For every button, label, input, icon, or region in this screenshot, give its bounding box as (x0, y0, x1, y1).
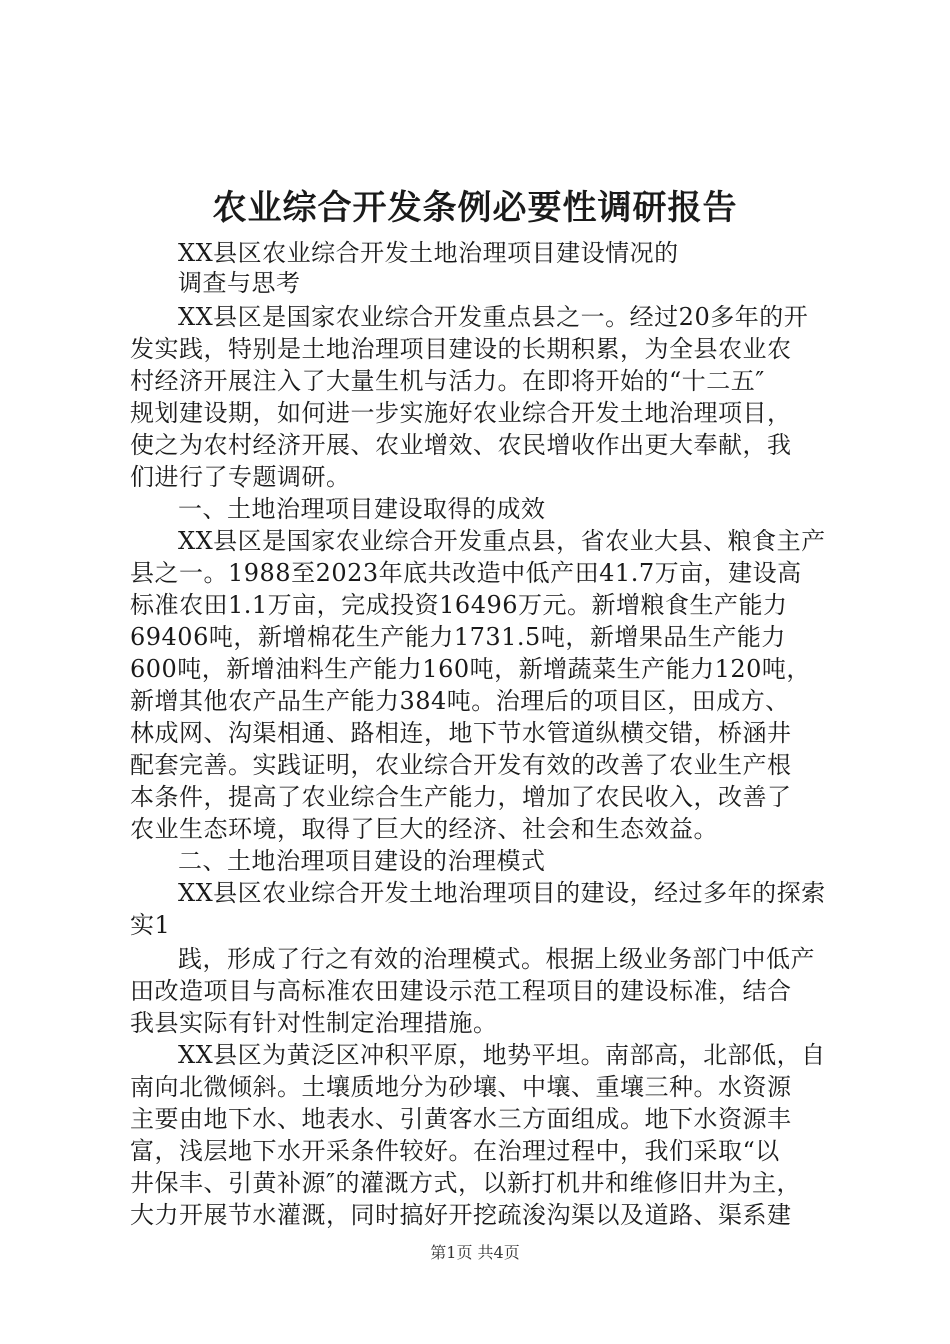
paragraph-line: 本条件，提高了农业综合生产能力，增加了农民收入，改善了 (130, 783, 792, 811)
page-number: 第1页 共4页 (430, 1243, 520, 1262)
subtitle-line: 调查与思考 (178, 269, 301, 297)
paragraph-line: 们进行了专题调研。 (130, 463, 351, 491)
paragraph-line: 大力开展节水灌溉，同时搞好开挖疏浚沟渠以及道路、渠系建 (130, 1201, 792, 1229)
paragraph-line: 600吨，新增油料生产能力160吨，新增蔬菜生产能力120吨， (130, 655, 811, 683)
paragraph-line: 配套完善。实践证明，农业综合开发有效的改善了农业生产根 (130, 751, 792, 779)
paragraph-line: 我县实际有针对性制定治理措施。 (130, 1009, 498, 1037)
section-heading: 二、土地治理项目建设的治理模式 (178, 847, 546, 875)
paragraph-line: 农业生态环境，取得了巨大的经济、社会和生态效益。 (130, 815, 718, 843)
paragraph-line: 南向北微倾斜。土壤质地分为砂壤、中壤、重壤三种。水资源 (130, 1073, 792, 1101)
paragraph-line: 主要由地下水、地表水、引黄客水三方面组成。地下水资源丰 (130, 1105, 792, 1133)
section-heading: 一、土地治理项目建设取得的成效 (178, 495, 546, 523)
paragraph-line: 村经济开展注入了大量生机与活力。在即将开始的“十二五″ (130, 367, 765, 395)
paragraph-line: 富，浅层地下水开采条件较好。在治理过程中，我们采取“以 (130, 1137, 780, 1165)
paragraph-line: 井保丰、引黄补源″的灌溉方式，以新打机井和维修旧井为主， (130, 1169, 801, 1197)
paragraph-line: 实1 (130, 911, 171, 939)
paragraph-line: 田改造项目与高标准农田建设示范工程项目的建设标准，结合 (130, 977, 792, 1005)
paragraph-line: XX县区农业综合开发土地治理项目的建设，经过多年的探索 (178, 879, 826, 907)
document-title: 农业综合开发条例必要性调研报告 (212, 188, 738, 228)
paragraph-line: 县之一。1988至2023年底共改造中低产田41.7万亩，建设高 (130, 559, 802, 587)
paragraph-line: 标准农田1.1万亩，完成投资16496万元。新增粮食生产能力 (130, 591, 788, 619)
paragraph-line: 规划建设期，如何进一步实施好农业综合开发土地治理项目， (130, 399, 792, 427)
paragraph-line: 使之为农村经济开展、农业增效、农民增收作出更大奉献，我 (130, 431, 792, 459)
paragraph-line: 69406吨，新增棉花生产能力1731.5吨，新增果品生产能力 (130, 623, 786, 651)
paragraph-line: 发实践，特别是土地治理项目建设的长期积累，为全县农业农 (130, 335, 792, 363)
paragraph-line: XX县区是国家农业综合开发重点县之一。经过20多年的开 (178, 303, 809, 331)
paragraph-line: 践，形成了行之有效的治理模式。根据上级业务部门中低产 (178, 945, 815, 973)
subtitle-line: XX县区农业综合开发土地治理项目建设情况的 (178, 239, 679, 267)
paragraph-line: 林成网、沟渠相通、路相连，地下节水管道纵横交错，桥涵井 (130, 719, 792, 747)
paragraph-line: 新增其他农产品生产能力384吨。治理后的项目区，田成方、 (130, 687, 790, 715)
paragraph-line: XX县区为黄泛区冲积平原，地势平坦。南部高，北部低，自 (178, 1041, 826, 1069)
paragraph-line: XX县区是国家农业综合开发重点县，省农业大县、粮食主产 (178, 527, 826, 555)
